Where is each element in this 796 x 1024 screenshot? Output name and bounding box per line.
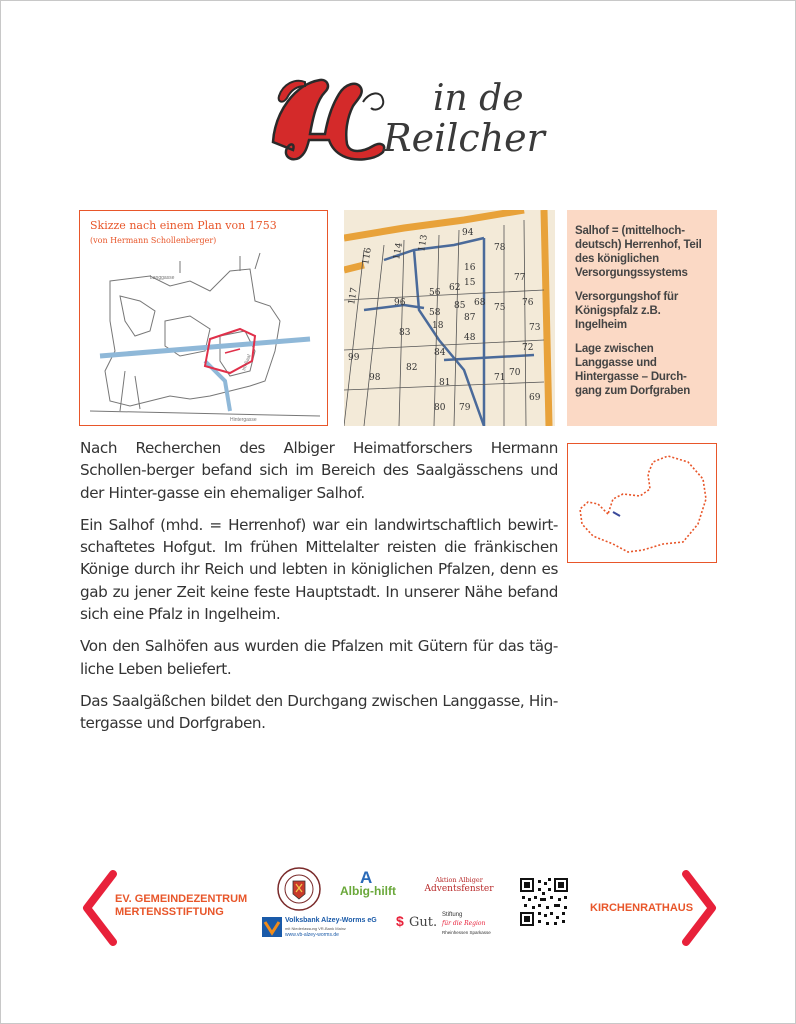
svg-text:87: 87: [464, 313, 476, 323]
svg-text:48: 48: [464, 333, 476, 343]
svg-text:94: 94: [462, 228, 474, 238]
svg-text:62: 62: [449, 283, 461, 293]
logo: [265, 72, 545, 162]
svg-text:77: 77: [514, 273, 526, 283]
sketch-map: [79, 210, 328, 426]
svg-text:Langgasse: Langgasse: [150, 275, 175, 281]
sparkasse-s-icon: $: [396, 913, 404, 929]
body-paragraph: Das Saalgäßchen bildet den Durchgang zwischen Langgasse, Hin-tergasse und Dorfgraben.: [80, 691, 558, 733]
nav-left-label[interactable]: EV. GEMEINDEZENTRUM MERTENSSTIFTUNG: [115, 893, 248, 918]
svg-text:113: 113: [417, 233, 430, 253]
svg-text:58: 58: [429, 308, 441, 318]
svg-text:75: 75: [494, 303, 506, 313]
svg-text:73: 73: [529, 323, 541, 333]
volksbank-logo-icon: [262, 917, 282, 937]
svg-text:79: 79: [459, 403, 471, 413]
location-outline-drawing: [568, 444, 718, 564]
sponsor-albig-hilft: A Albig-hilft: [340, 868, 396, 898]
svg-text:78: 78: [494, 243, 506, 253]
svg-text:117: 117: [347, 286, 360, 306]
body-paragraph: Von den Salhöfen aus wurden die Pfalzen mit Gütern für das täg-liche Leben beliefert.: [80, 637, 558, 678]
sketch-drawing: [80, 211, 328, 426]
nav-left-chevron-icon[interactable]: [79, 868, 119, 948]
svg-text:83: 83: [399, 328, 411, 338]
info-paragraph: Versorgungshof für Königspfalz z.B. Ingelheim: [575, 291, 679, 331]
body-paragraph: Ein Salhof (mhd. = Herrenhof) war ein landwirtschaftlich bewirt-schaftetes Hofgut. Im frühen Mittelalter reisten die fränkischen Könige durch ihr Reich und lebten in königlichen Pfalzen, denn es gab zu jener Zeit keine feste Hauptstadt. In unserer Nähe befand sich eine Pfalz in Ingelheim.: [80, 515, 558, 624]
body-paragraph: Nach Recherchen des Albiger Heimatforschers Hermann Schollen-berger befand sich im Bereich des Saalgässchens und der Hinter-gasse ein ehemaliger Salhof.: [80, 439, 558, 502]
svg-text:81: 81: [439, 378, 451, 388]
svg-text:68: 68: [474, 298, 486, 308]
qr-code[interactable]: [520, 878, 568, 926]
svg-text:82: 82: [406, 363, 418, 373]
svg-text:56: 56: [429, 288, 441, 298]
svg-text:69: 69: [529, 393, 541, 403]
info-paragraph: Lage zwischen Langgasse und Hintergasse – Durch-gang zum Dorfgraben: [575, 343, 691, 397]
svg-text:80: 80: [434, 403, 446, 413]
svg-text:99: 99: [348, 353, 360, 363]
sponsor-volksbank: Volksbank Alzey-Worms eG mit Niederlassung VR-Bank Mainz www.vb-alzey-worms.de: [262, 917, 382, 941]
al-logo-mark: [265, 72, 395, 162]
info-box: [567, 210, 717, 426]
svg-text:Hintergasse: Hintergasse: [230, 417, 257, 423]
historic-map-photo: [344, 210, 555, 426]
svg-text:98: 98: [369, 373, 381, 383]
svg-text:96: 96: [394, 298, 406, 308]
logo-text-line1: in de: [433, 78, 524, 119]
svg-text:15: 15: [464, 278, 476, 288]
sponsor-sparkasse-stiftung: $ Gut. Stiftung für die Region Rheinhessen Sparkasse: [396, 912, 491, 935]
svg-text:114: 114: [392, 241, 405, 261]
sponsor-adventsfenster: Aktion Albiger Adventsfenster: [424, 876, 494, 894]
svg-text:84: 84: [434, 348, 446, 358]
svg-text:70: 70: [509, 368, 521, 378]
historic-map-drawing: [344, 210, 555, 426]
body-text: [80, 437, 558, 745]
sketch-subtitle: (von Hermann Schollenberger): [90, 236, 217, 245]
nav-right-label[interactable]: KIRCHENRATHAUS: [590, 902, 694, 914]
svg-text:76: 76: [522, 298, 534, 308]
svg-text:71: 71: [494, 373, 506, 383]
svg-text:116: 116: [361, 246, 374, 266]
sponsor-seal-logo: [276, 866, 322, 912]
sketch-title: Skizze nach einem Plan von 1753: [90, 219, 277, 232]
info-paragraph: Salhof = (mittelhoch-deutsch) Herrenhof, Teil des königlichen Versorgungssystems: [575, 225, 702, 279]
svg-text:72: 72: [522, 343, 534, 353]
location-outline-box: [567, 443, 717, 563]
svg-text:18: 18: [432, 321, 444, 331]
svg-text:85: 85: [454, 301, 466, 311]
svg-text:16: 16: [464, 263, 476, 273]
logo-text-line2: Reilcher: [383, 116, 545, 160]
svg-text:Im Saal: Im Saal: [241, 353, 253, 372]
